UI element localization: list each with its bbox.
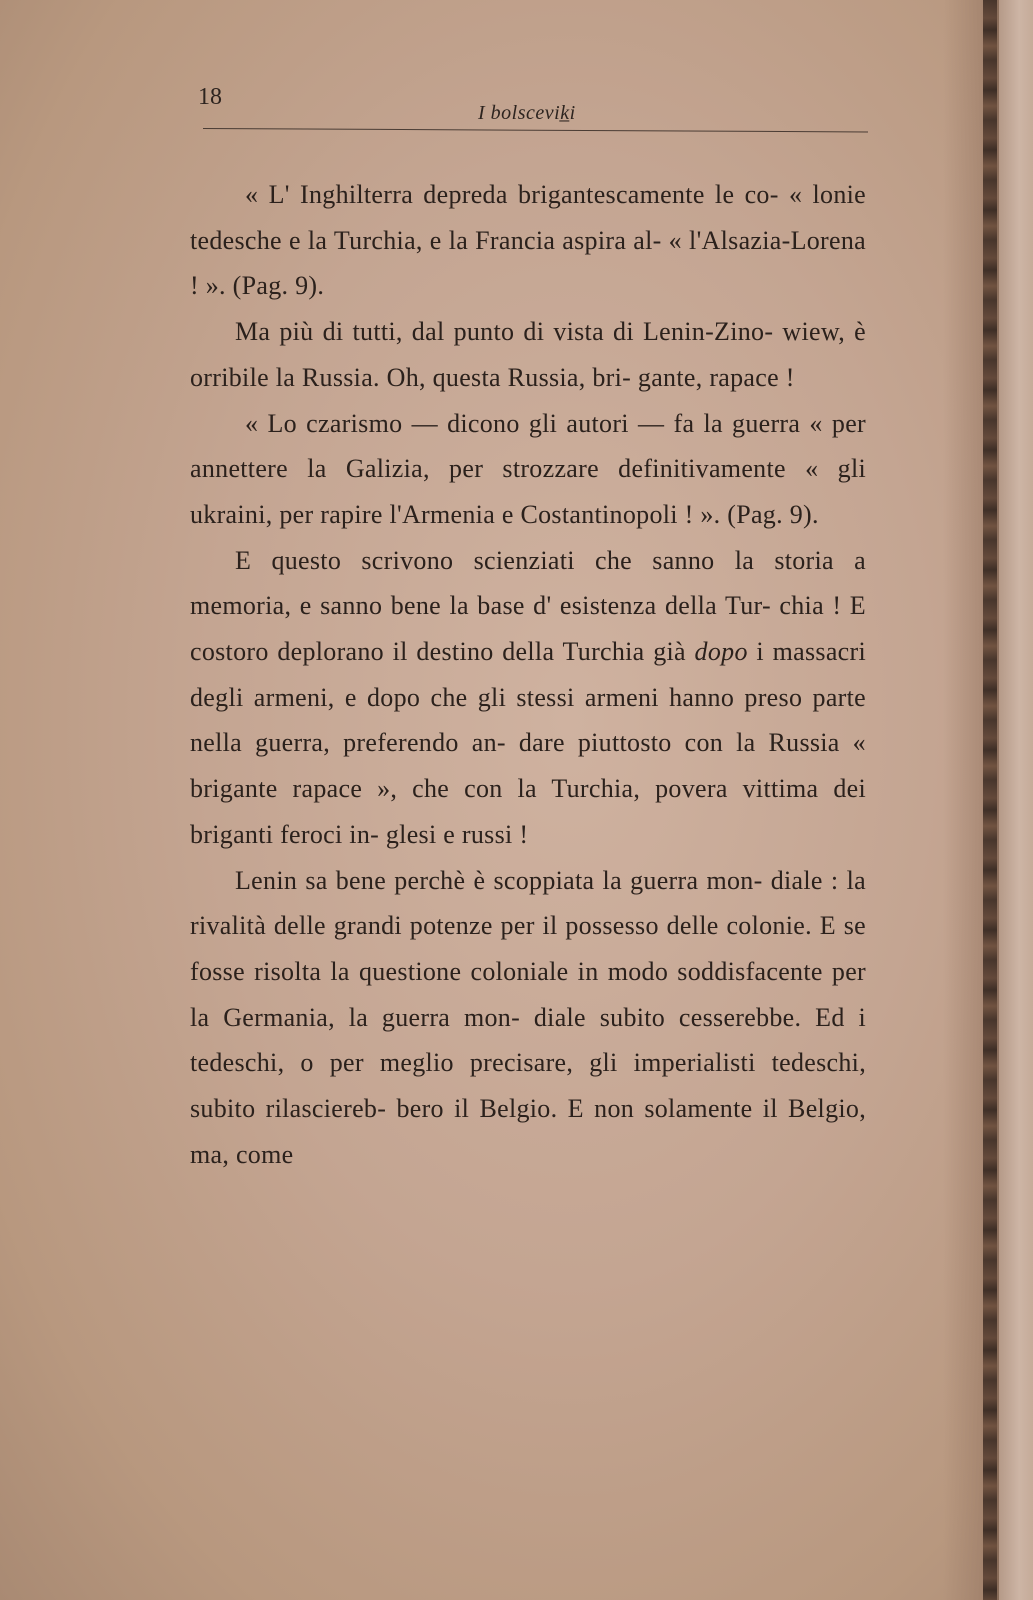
page-number: 18 bbox=[198, 84, 222, 110]
body-text bbox=[190, 172, 866, 1177]
paragraph-4 bbox=[190, 538, 866, 858]
quote-paragraph-3: « Lo czarismo — dicono gli autori — fa la guerra « per annettere la Galizia, per strozzare definitivamente « gli ukraini, per rapire l'Armenia e Costantinopoli ! ». (Pag. 9). bbox=[190, 408, 866, 529]
paragraph-2: Ma più di tutti, dal punto di vista di Lenin-Zino- wiew, è orribile la Russia. Oh, questa Russia, bri- gante, rapace ! bbox=[190, 317, 866, 392]
burned-edge bbox=[983, 0, 997, 1600]
paragraph-4-before: E questo scrivono scienziati che sanno la storia a memoria, e sanno bene la base d' esistenza della Tur- chia ! E costoro deplorano il destino della Turchia già bbox=[190, 545, 866, 667]
page-header bbox=[198, 84, 868, 124]
running-title: I bolscevik̲i bbox=[478, 102, 576, 124]
paragraph-5: Lenin sa bene perchè è scoppiata la guerra mon- diale : la rivalità delle grandi potenze per il possesso delle colonie. E se fosse risolta la questione coloniale in modo soddisfacente per la Germania, la guerra mon- diale subito cesserebbe. Ed i tedeschi, o per meglio precisare, gli imperialisti tedeschi, subito rilasciereb- bero il Belgio. E non solamente il Belgio, ma, come bbox=[190, 865, 866, 1169]
paragraph-4-after: i massacri degli armeni, e dopo che gli stessi armeni hanno preso parte nella guerra, preferendo an- dare piuttosto con la Russia « brigante rapace », che con la Turchia, povera vittima dei briganti feroci in- glesi e russi ! bbox=[190, 637, 866, 849]
paragraph-4-emphasis: dopo bbox=[694, 637, 748, 667]
header-rule bbox=[203, 128, 868, 132]
page-edge bbox=[999, 0, 1033, 1600]
quote-paragraph-1: « L' Inghilterra depreda brigantescamente le co- « lonie tedesche e la Turchia, e la Francia aspira al- « l'Alsazia-Lorena ! ». (Pag. 9). bbox=[190, 180, 866, 301]
